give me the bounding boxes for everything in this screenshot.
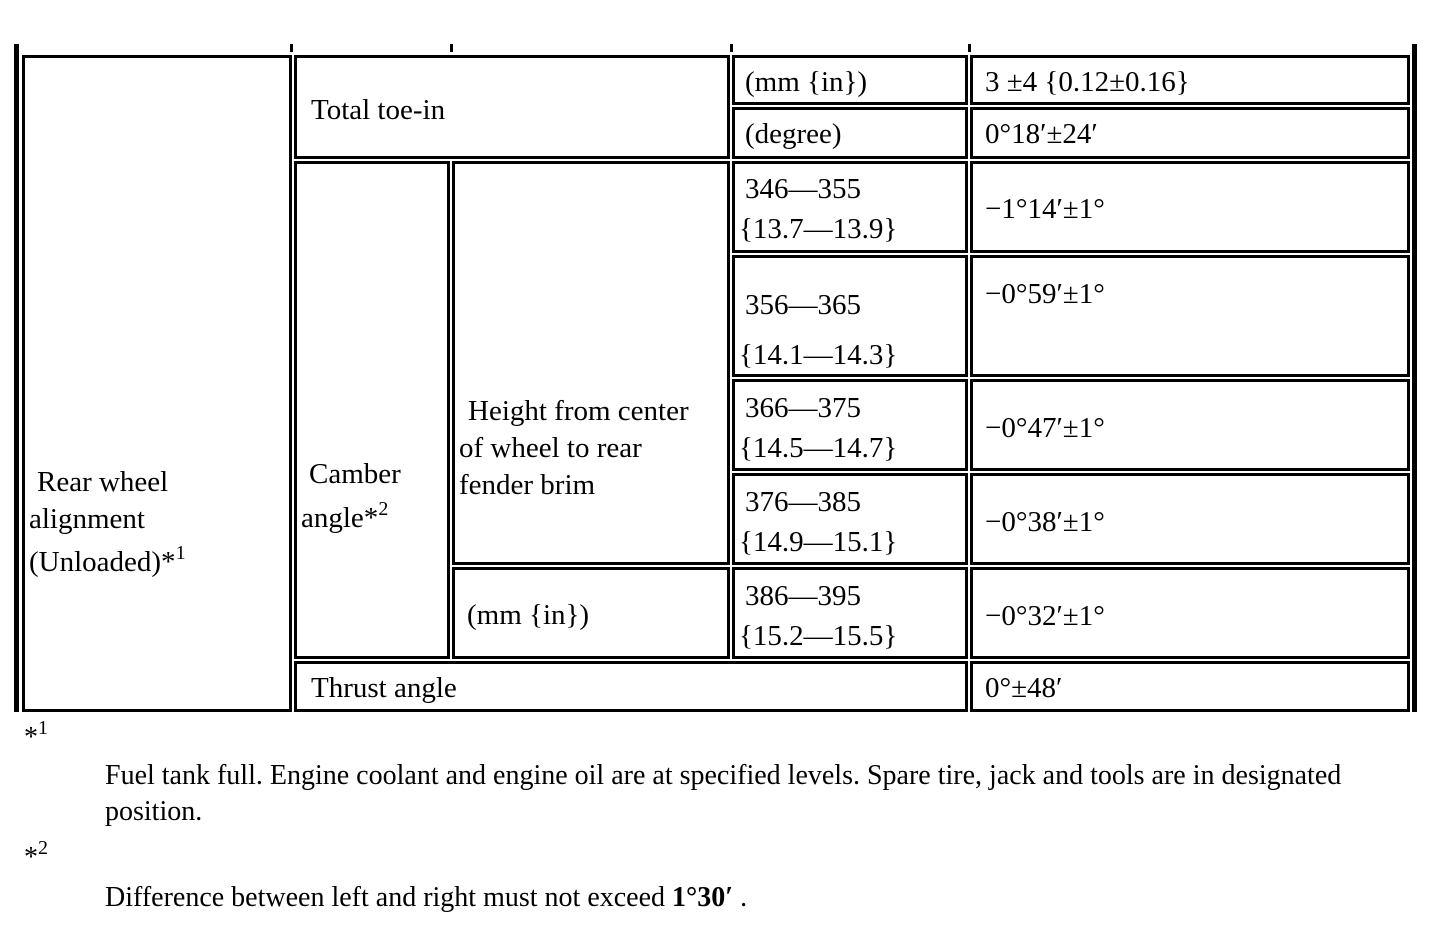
toe-unit-degree: (degree) [745, 118, 842, 150]
camber-value: −0°38′±1° [985, 506, 1105, 538]
toe-value-degree: 0°18′±24′ [985, 118, 1098, 150]
table-row [732, 567, 968, 659]
table-row [732, 255, 968, 377]
height-unit: (mm {in}) [467, 599, 590, 631]
camber-range-mm: 346—355 [745, 173, 861, 205]
camber-range-mm: 376—385 [745, 486, 861, 518]
main-label-line3: (Unloaded)*$^1$ [29, 542, 186, 578]
main-label-line2: alignment [29, 503, 145, 535]
height-label-line2: of wheel to rear [459, 432, 642, 464]
thrust-angle-value-cell [970, 661, 1410, 712]
toe-value-mm: 3 ±4 {0.12±0.16} [985, 66, 1190, 98]
camber-range-in: {13.7—13.9} [739, 213, 898, 245]
height-unit-cell [452, 567, 730, 659]
camber-range-mm: 366—375 [745, 392, 861, 424]
height-from-center-cell [452, 161, 730, 565]
camber-value-cell [970, 473, 1410, 565]
camber-value-cell [970, 161, 1410, 253]
max-difference-value: 1°30′ [672, 882, 734, 913]
total-toe-in-cell [294, 55, 730, 159]
thrust-angle-cell [294, 661, 968, 712]
table-top-stub [730, 44, 733, 52]
table-top-stub [450, 44, 453, 52]
camber-range-mm: 386—395 [745, 580, 861, 612]
table-row [732, 161, 968, 253]
toe-value-mm-cell [970, 55, 1410, 105]
camber-label-line1: Camber [309, 458, 401, 490]
footnote-2-marker: *$^2$ [24, 837, 48, 873]
camber-range-in: {14.9—15.1} [739, 526, 898, 558]
table-outer-left-rule [14, 44, 19, 712]
rear-wheel-alignment-cell [22, 55, 292, 712]
camber-value-cell [970, 567, 1410, 659]
camber-range-in: {14.5—14.7} [739, 432, 898, 464]
toe-unit-mm-cell [732, 55, 968, 105]
camber-value: −0°47′±1° [985, 412, 1105, 444]
footnote-2-text: Difference between left and right must not exceed 1°30′ . [105, 882, 748, 913]
toe-unit-mm: (mm {in}) [745, 66, 868, 98]
camber-value-cell [970, 379, 1410, 471]
main-label-line1: Rear wheel [37, 466, 169, 498]
thrust-angle-label: Thrust angle [311, 672, 457, 704]
camber-value: −0°32′±1° [985, 600, 1105, 632]
table-row [732, 379, 968, 471]
table-outer-right-rule [1412, 44, 1417, 712]
camber-value-cell [970, 255, 1410, 377]
camber-range-in: {15.2—15.5} [739, 620, 898, 652]
footnote-ref-1: 1 [175, 542, 186, 564]
camber-range-mm: 356—365 [745, 289, 861, 321]
total-toe-in-label: Total toe-in [311, 94, 446, 126]
footnote-ref-2: 2 [378, 498, 389, 520]
footnote-1-text: Fuel tank full. Engine coolant and engine oil are at specified levels. Spare tire, jack and tools are in designated position. [105, 760, 1342, 827]
table-row [732, 473, 968, 565]
table-top-stub [290, 44, 293, 52]
thrust-angle-value: 0°±48′ [985, 672, 1063, 704]
camber-range-in: {14.1—14.3} [739, 339, 898, 371]
footnote-1-marker: *$^1$ [24, 717, 48, 753]
height-label-line3: fender brim [459, 469, 596, 501]
table-top-stub [968, 44, 971, 52]
camber-value: −1°14′±1° [985, 193, 1105, 225]
height-label-line1: Height from center [468, 395, 689, 427]
camber-angle-cell [294, 161, 450, 659]
camber-value: −0°59′±1° [985, 278, 1105, 310]
toe-value-degree-cell [970, 107, 1410, 159]
camber-label-line2: angle*$^2$ [301, 498, 389, 534]
toe-unit-degree-cell [732, 107, 968, 159]
